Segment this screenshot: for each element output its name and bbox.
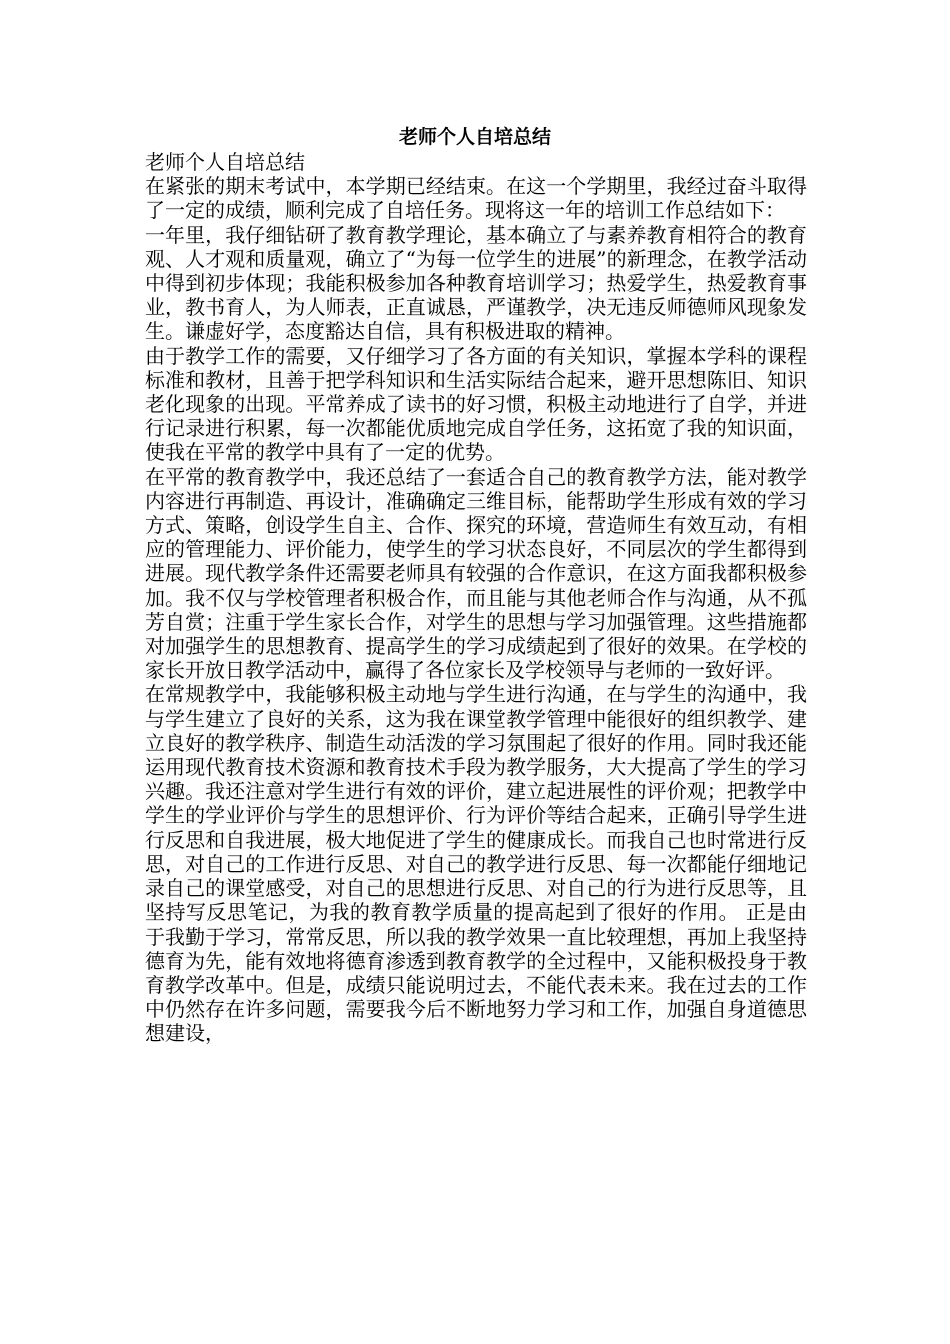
body-paragraph: 在平常的教育教学中，我还总结了一套适合自己的教育教学方法，能对教学内容进行再制造、再设计，准确确定三维目标，能帮助学生形成有效的学习方式、策略，创设学生自主、合作、探究的环境，营造师生有效互动，有相应的管理能力、评价能力，使学生的学习状态良好，不同层次的学生都得到进展。现代教学条件还需要老师具有较强的合作意识，在这方面我都积极参加。我不仅与学校管理者积极合作，而且能与其他老师合作与沟通，从不孤芳自赏；注重于学生家长合作，对学生的思想与学习加强管理。这些措施都对加强学生的思想教育、提高学生的学习成绩起到了很好的效果。在学校的家长开放日教学活动中，赢得了各位家长及学校领导与老师的一致好评。: [145, 464, 807, 683]
intro-paragraph: 在紧张的期末考试中，本学期已经结束。在这一个学期里，我经过奋斗取得了一定的成绩，顺利完成了自培任务。现将这一年的培训工作总结如下：: [145, 174, 807, 223]
subtitle-paragraph: 老师个人自培总结: [145, 150, 305, 174]
body-paragraph: 在常规教学中，我能够积极主动地与学生进行沟通，在与学生的沟通中，我与学生建立了良好的关系，这为我在课堂教学管理中能很好的组织教学、建立良好的教学秩序、制造生动活泼的学习氛围起了很好的作用。同时我还能运用现代教育技术资源和教育技术手段为教学服务，大大提高了学生的学习兴趣。我还注意对学生进行有效的评价，建立起进展性的评价观；把教学中学生的学业评价与学生的思想评价、行为评价等结合起来，正确引导学生进行反思和自我进展，极大地促进了学生的健康成长。而我自己也时常进行反思，对自己的工作进行反思、对自己的教学进行反思、每一次都能仔细地记录自己的课堂感受，对自己的思想进行反思、对自己的行为进行反思等，且坚持写反思笔记，为我的教育教学质量的提高起到了很好的作用。 正是由于我勤于学习，常常反思，所以我的教学效果一直比较理想，再加上我坚持德育为先，能有效地将德育渗透到教育教学的全过程中，又能积极投身于教育教学改革中。但是，成绩只能说明过去，不能代表未来。我在过去的工作中仍然存在许多问题，需要我今后不断地努力学习和工作，加强自身道德思想建设，: [145, 682, 807, 1046]
body-paragraph: 一年里，我仔细钻研了教育教学理论，基本确立了与素养教育相符合的教育观、人才观和质量观，确立了“为每一位学生的进展”的新理念，在教学活动中得到初步体现；我能积极参加各种教育培训学习；热爱学生，热爱教育事业，教书育人，为人师表，正直诚恳，严谨教学，决无违反师德师风现象发生。谦虚好学，态度豁达自信，具有积极进取的精神。: [145, 222, 807, 344]
body-paragraph: 由于教学工作的需要，又仔细学习了各方面的有关知识，掌握本学科的课程标准和教材，且善于把学科知识和生活实际结合起来，避开思想陈旧、知识老化现象的出现。平常养成了读书的好习惯，积极主动地进行了自学，并进行记录进行积累，每一次都能优质地完成自学任务，这拓宽了我的知识面，使我在平常的教学中具有了一定的优势。: [145, 343, 807, 465]
document-body: [145, 150, 807, 1046]
document-title: 老师个人自培总结: [398, 126, 551, 148]
